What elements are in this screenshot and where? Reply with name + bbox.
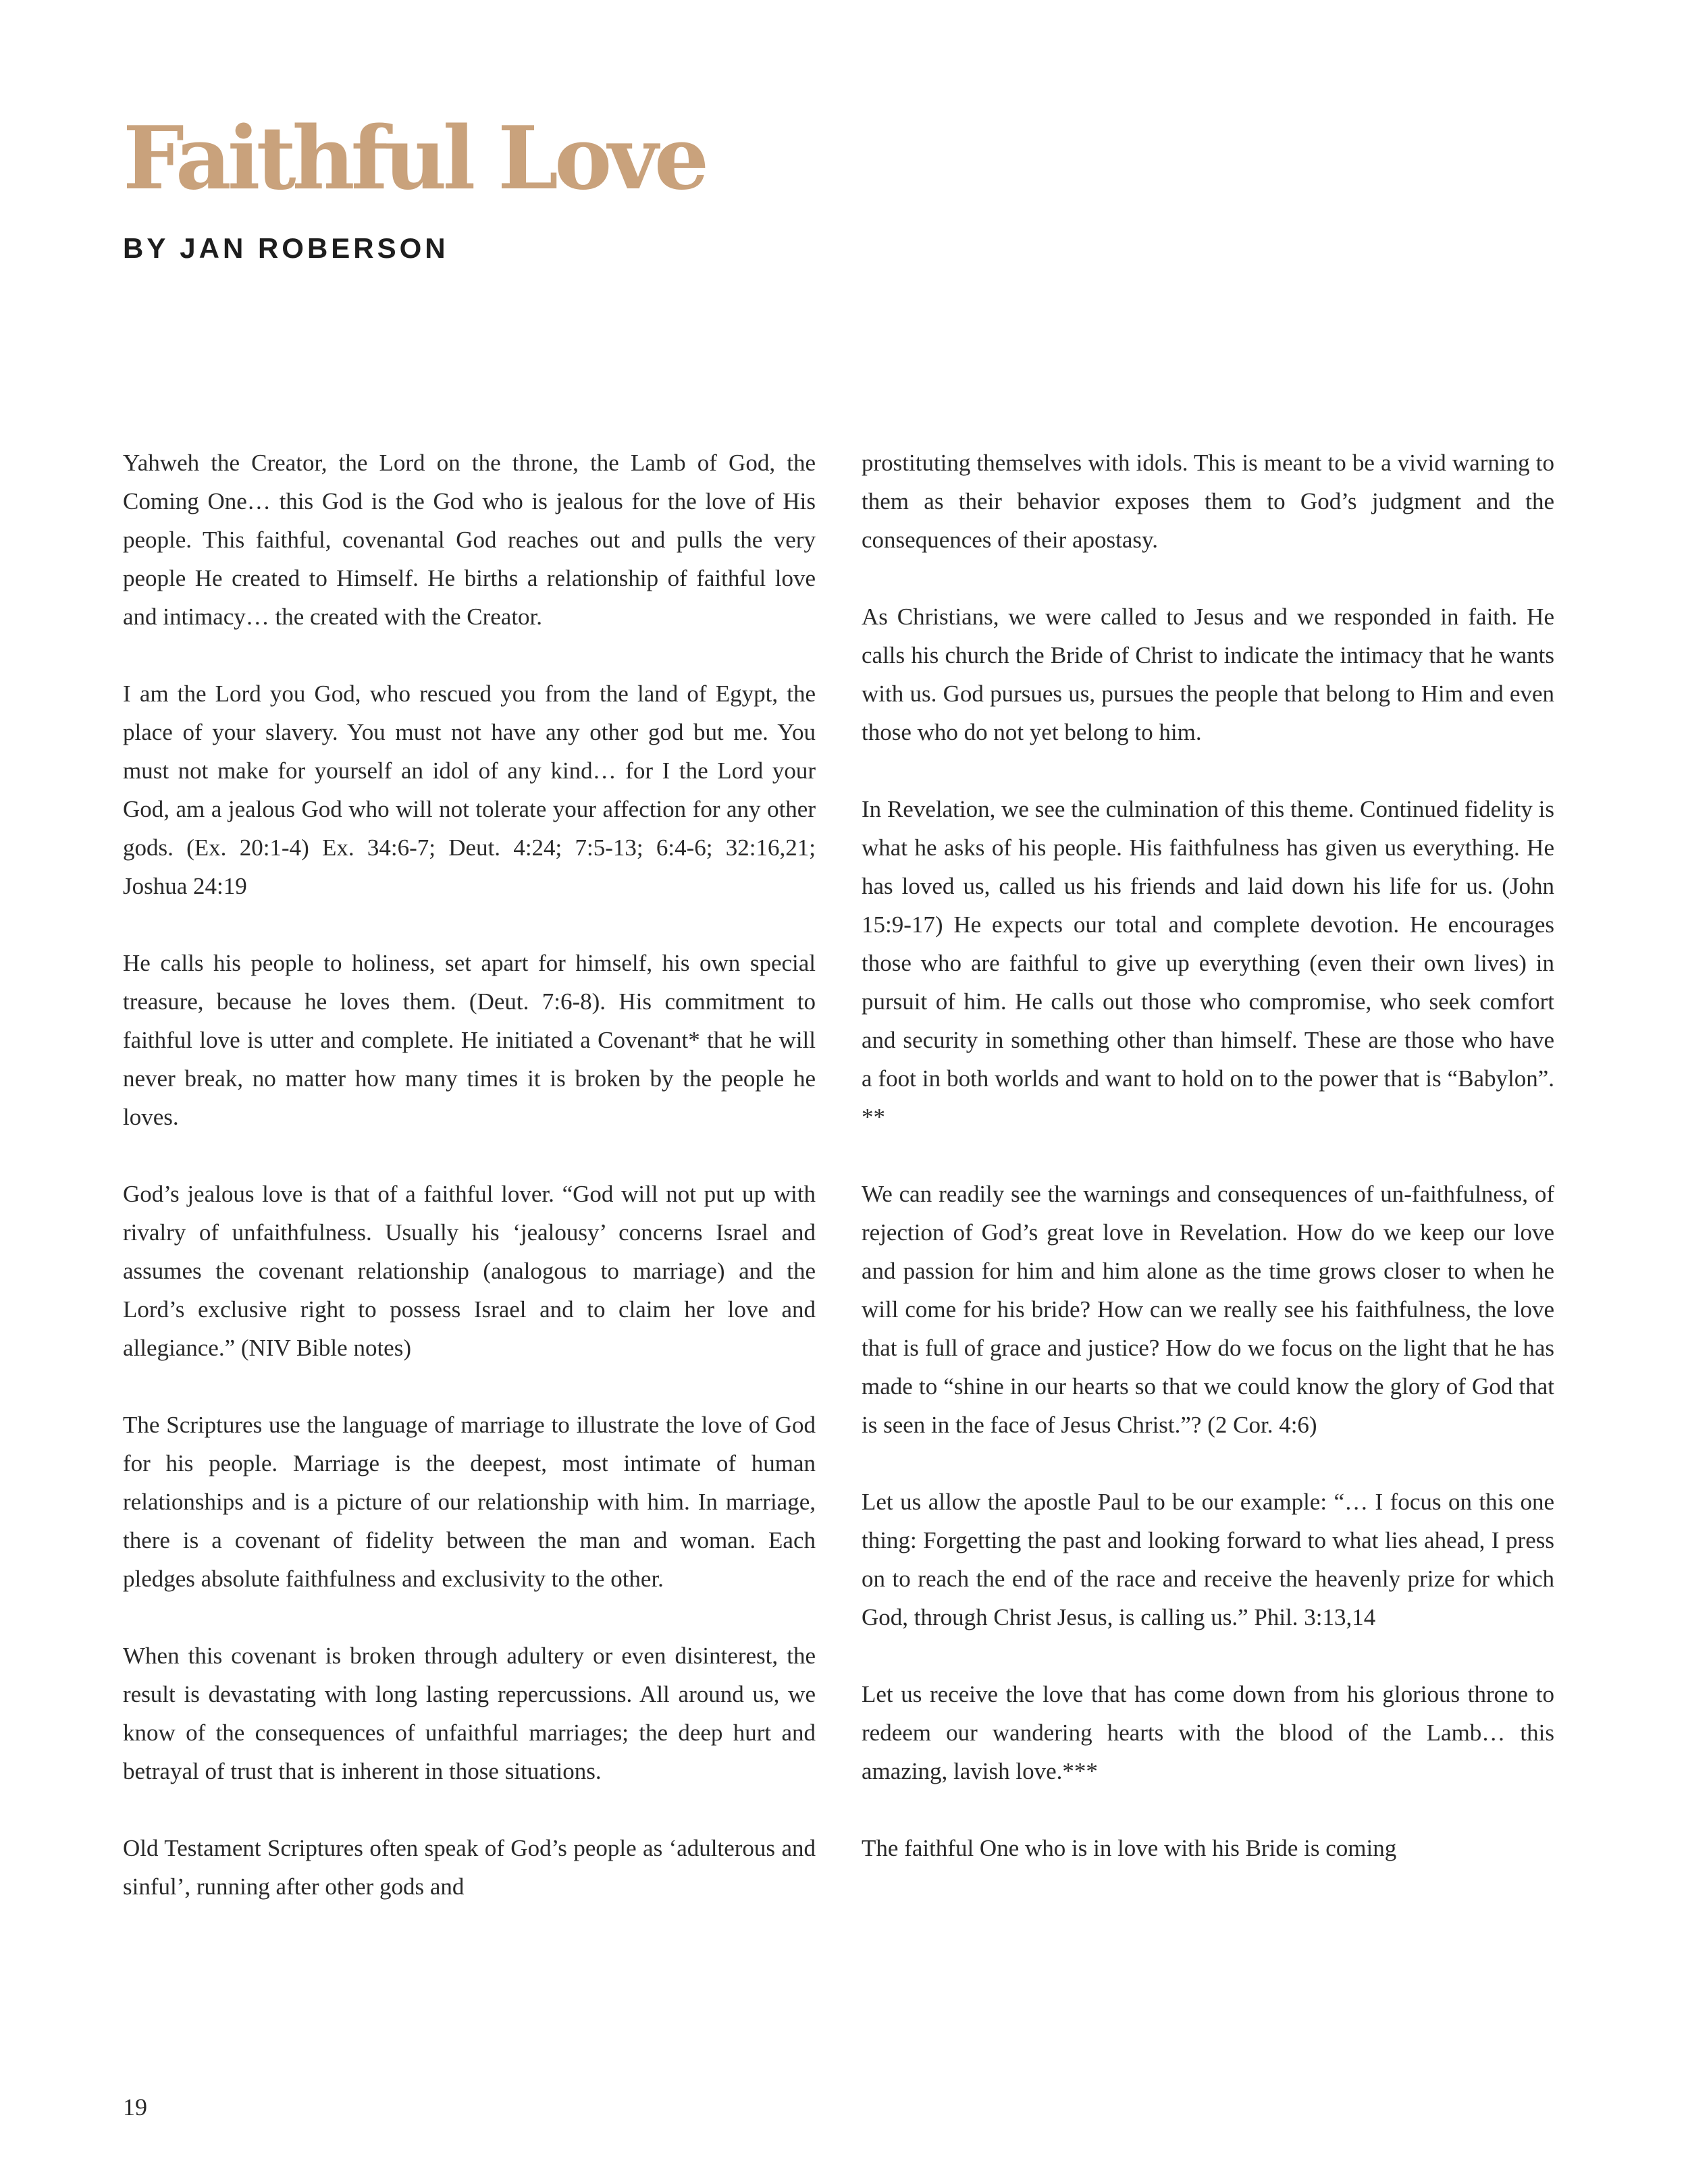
article-title: Faithful Love (123, 108, 706, 209)
paragraph: As Christians, we were called to Jesus and we responded in faith. He calls his church the Bride of Christ to indicate the intimacy that he wants with us. God pursues us, pursues the people that belong to Him and even those who do not yet belong to him. (862, 604, 1554, 745)
paragraph: The faithful One who is in love with his Bride is coming (862, 1835, 1397, 1861)
paragraph: In Revelation, we see the culmination of this theme. Continued fidelity is what he asks of his people. His faithfulness has given us everything. He has loved us, called us his friends and laid down his life for us. (John 15:9-17) He expects our total and complete devotion. He encourages those who are faithful to give up everything (even their own lives) in pursuit of him. He calls out those who compromise, who seek comfort and security in something other than himself. These are those who have a foot in both worlds and want to hold on to the power that is “Babylon”. ** (862, 796, 1554, 1130)
page-number: 19 (123, 2094, 147, 2121)
left-text-column (123, 444, 816, 1906)
paragraph: Old Testament Scriptures often speak of God’s people as ‘adulterous and sinful’, running after other gods and (123, 1835, 816, 1900)
paragraph: He calls his people to holiness, set apart for himself, his own special treasure, because he loves them. (Deut. 7:6-8). His commitment to faithful love is utter and complete. He initiated a Covenant* that he will never break, no matter how many times it is broken by the people he loves. (123, 950, 816, 1130)
paragraph: When this covenant is broken through adultery or even disinterest, the result is devastating with long lasting repercussions. All around us, we know of the consequences of unfaithful marriages; the deep hurt and betrayal of trust that is inherent in those situations. (123, 1643, 816, 1784)
paragraph: We can readily see the warnings and consequences of un-faithfulness, of rejection of God’s great love in Revelation. How do we keep our love and passion for him and him alone as the time grows closer to when he will come for his bride? How can we really see his faithfulness, the love that is full of grace and justice? How do we focus on the light that he has made to “shine in our hearts so that we could know the glory of God that is seen in the face of Jesus Christ.”? (2 Cor. 4:6) (862, 1181, 1554, 1438)
right-text-column (862, 444, 1554, 1867)
paragraph: prostituting themselves with idols. This is meant to be a vivid warning to them as their behavior exposes them to God’s judgment and the consequences of their apostasy. (862, 450, 1554, 553)
paragraph: Yahweh the Creator, the Lord on the throne, the Lamb of God, the Coming One… this God is the God who is jealous for the love of His people. This faithful, covenantal God reaches out and pulls the very people He created to Himself. He births a relationship of faithful love and intimacy… the created with the Creator. (123, 450, 816, 630)
paragraph: God’s jealous love is that of a faithful lover. “God will not put up with rivalry of unfaithfulness. Usually his ‘jealousy’ concerns Israel and assumes the covenant relationship (analogous to marriage) and the Lord’s exclusive right to possess Israel and to claim her love and allegiance.” (NIV Bible notes) (123, 1181, 816, 1361)
paragraph: The Scriptures use the language of marriage to illustrate the love of God for his people. Marriage is the deepest, most intimate of human relationships and is a picture of our relationship with him. In marriage, there is a covenant of fidelity between the man and woman. Each pledges absolute faithfulness and exclusivity to the other. (123, 1412, 816, 1592)
paragraph: Let us allow the apostle Paul to be our example: “… I focus on this one thing: Forgetting the past and looking forward to what lies ahead, I press on to reach the end of the race and receive the heavenly prize for which God, through Christ Jesus, is calling us.” Phil. 3:13,14 (862, 1489, 1554, 1630)
paragraph: Let us receive the love that has come down from his glorious throne to redeem our wandering hearts with the blood of the Lamb… this amazing, lavish love.*** (862, 1681, 1554, 1784)
paragraph: I am the Lord you God, who rescued you from the land of Egypt, the place of your slavery. You must not have any other god but me. You must not make for yourself an idol of any kind… for I the Lord your God, am a jealous God who will not tolerate your affection for any other gods. (Ex. 20:1-4) Ex. 34:6-7; Deut. 4:24; 7:5-13; 6:4-6; 32:16,21; Joshua 24:19 (123, 681, 816, 899)
author-byline: BY JAN ROBERSON (123, 232, 449, 264)
